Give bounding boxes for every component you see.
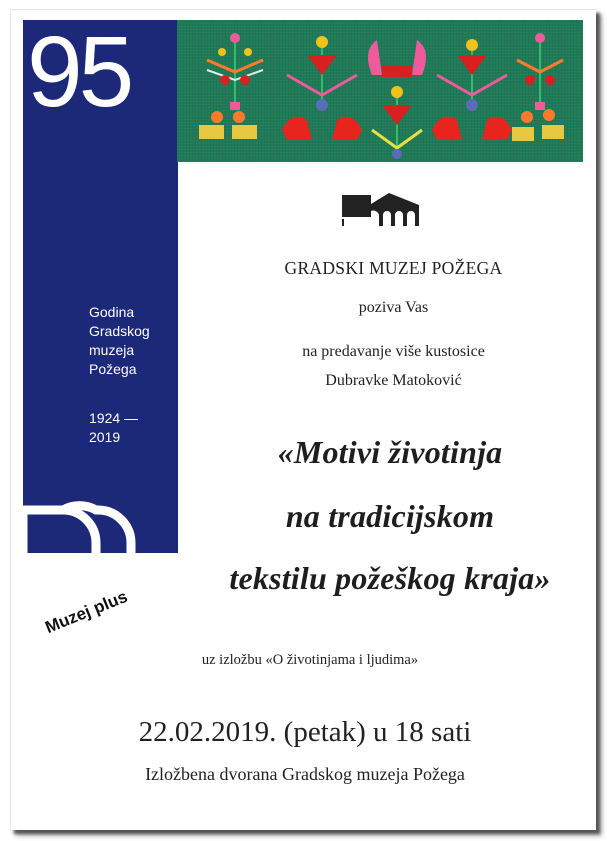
lecture-title-line: «Motivi životinja — [277, 434, 503, 470]
caption-line: Gradskog — [89, 323, 150, 339]
caption-line: Godina — [89, 304, 135, 320]
exhibition-text: uz izložbu «O životinjama i ljudima» — [201, 652, 419, 668]
event-venue: Izložbena dvorana Gradskog muzeja Požega — [145, 764, 465, 784]
m-arches-logo-icon — [23, 498, 178, 553]
curator-name: Dubravke Matoković — [325, 372, 462, 389]
museum-building-icon — [342, 191, 420, 229]
years-line: 1924 — — [89, 410, 139, 426]
anniversary-number: 95 — [27, 20, 131, 128]
caption-line: Požega — [89, 361, 137, 377]
lecture-title-line: na tradicijskom — [285, 498, 495, 534]
textile-motifs-icon — [177, 20, 583, 162]
museum-name: GRADSKI MUZEJ POŽEGA — [284, 258, 503, 278]
years-line: 2019 — [89, 429, 121, 445]
series-label: Muzej plus — [42, 586, 131, 638]
anniversary-panel — [23, 20, 178, 553]
caption-line: muzeja — [89, 342, 135, 358]
event-date-time: 22.02.2019. (petak) u 18 sati — [138, 716, 472, 748]
lecture-title-line: tekstilu požeškog kraja» — [229, 560, 551, 596]
lecture-text: na predavanje više kustosice — [302, 343, 485, 360]
anniversary-years — [89, 409, 138, 447]
anniversary-caption — [89, 303, 150, 379]
folk-textile-image — [177, 20, 583, 162]
invite-text: poziva Vas — [358, 299, 429, 316]
